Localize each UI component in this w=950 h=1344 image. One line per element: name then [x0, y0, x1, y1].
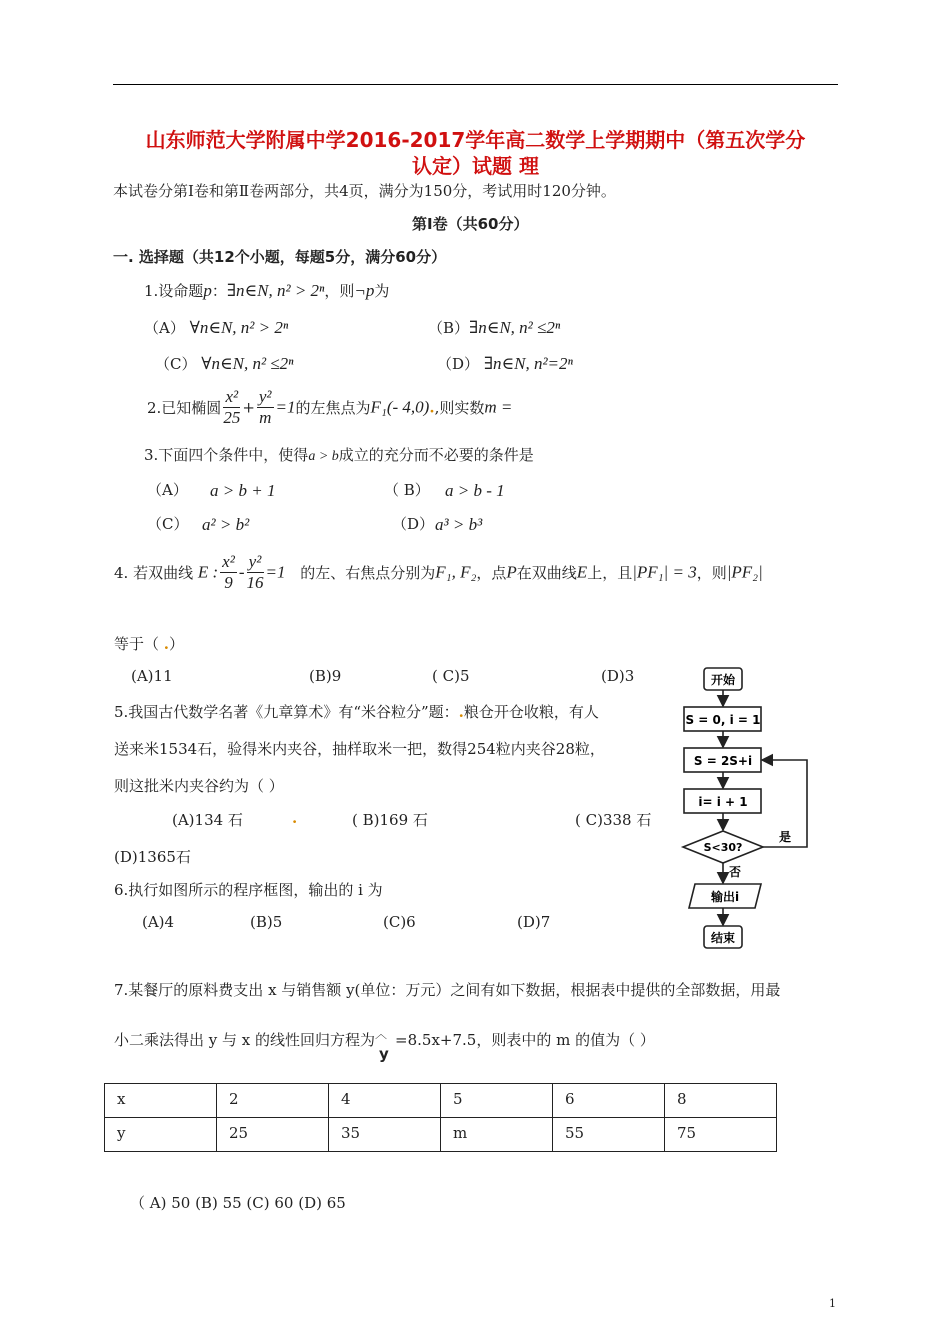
page-number: 1 — [829, 1297, 836, 1310]
question-3-option-d: （D） — [392, 515, 435, 533]
question-3-option-c: （C） — [147, 515, 189, 533]
table-row — [105, 1084, 777, 1118]
flow-end-text: 结束 — [710, 931, 736, 945]
question-1-option-d: （D） ∃n∈N, n²=2ⁿ — [437, 354, 573, 373]
question-6-option-b: (B)5 — [250, 913, 283, 931]
question-3-option-c-expr: a² > b² — [202, 515, 250, 534]
question-4-option-c: ( C)5 — [432, 667, 470, 685]
question-5-option-c: ( C)338 石 — [575, 811, 652, 829]
table-cell: 6 — [553, 1084, 665, 1118]
question-6-option-d: (D)7 — [517, 913, 551, 931]
flow-yes-label: 是 — [779, 830, 792, 844]
flow-init-text: S = 0, i = 1 — [685, 713, 761, 727]
regression-data-table — [104, 1083, 777, 1152]
table-cell: 2 — [217, 1084, 329, 1118]
question-6-option-a: (A)4 — [142, 913, 175, 931]
question-5-line2: 送来米1534石，验得米内夹谷，抽样取米一把，数得254粒内夹谷28粒， — [114, 740, 605, 758]
question-1-option-b: （B）∃n∈N, n² ≤2ⁿ — [428, 318, 561, 337]
question-1-stem: 1.设命题p：∃n∈N, n² > 2ⁿ，则¬p为 — [144, 281, 390, 300]
question-7-line2: 小二乘法得出 y 与 x 的线性回归方程为 ︿ y =8.5x+7.5，则表中的 m 的值为（ ） — [114, 1027, 655, 1063]
question-3-option-a-expr: a > b + 1 — [210, 481, 276, 500]
part-heading: 一. 选择题（共12个小题，每题5分，满分60分） — [113, 248, 447, 266]
question-4-option-d: (D)3 — [601, 667, 635, 685]
question-5-option-b: ( B)169 石 — [352, 811, 428, 829]
q2-fraction-y: $\frac{\text{y²}}{m}$ — [258, 387, 272, 427]
table-cell: x — [105, 1084, 217, 1118]
q4-fraction-y: $\frac{\text{y²}}{16}$ — [246, 552, 264, 592]
table-cell: y — [105, 1118, 217, 1152]
table-cell: 5 — [441, 1084, 553, 1118]
question-1-option-a: （A） ∀n∈N, n² > 2ⁿ — [144, 318, 289, 337]
flow-update-s-text: S = 2S+i — [693, 754, 753, 768]
table-cell: 4 — [329, 1084, 441, 1118]
table-cell: 35 — [329, 1118, 441, 1152]
question-5-line1: 5.我国古代数学名著《九章算术》有“米谷粒分”题：.粮仓开仓收粮，有人 — [114, 703, 599, 721]
question-3-option-b-expr: a > b - 1 — [445, 481, 505, 500]
table-cell: m — [441, 1118, 553, 1152]
question-5-dot: . — [292, 809, 298, 827]
q4-fraction-x: $\frac{\text{x²}}{9}$ — [222, 552, 235, 592]
question-4-option-b: (B)9 — [309, 667, 342, 685]
question-3-option-b: （ B） — [384, 481, 430, 499]
section-heading: 第Ⅰ卷（共60分） — [412, 215, 529, 233]
flow-output-text: 输出i — [710, 890, 740, 904]
question-4-equals: 等于（ .） — [114, 635, 185, 653]
table-cell: 75 — [665, 1118, 777, 1152]
question-4-option-a: (A)11 — [131, 667, 173, 685]
flow-condition-text: S<30? — [703, 841, 743, 854]
question-2: 2.已知椭圆 $\frac{\text{x²}}{25}$ + $\frac{\text{y²}}{m}$ =1的左焦点为F₁(- 4,0).,则实数m = — [147, 387, 513, 427]
program-flowchart — [675, 660, 825, 955]
flow-no-label: 否 — [729, 865, 742, 879]
exam-intro: 本试卷分第Ⅰ卷和第Ⅱ卷两部分，共4页，满分为150分，考试用时120分钟。 — [113, 182, 616, 200]
table-cell: 25 — [217, 1118, 329, 1152]
question-7-line1: 7.某餐厅的原料费支出 x 与销售额 y(单位：万元）之间有如下数据，根据表中提供的全部数据，用最 — [114, 981, 781, 999]
flow-start-text: 开始 — [710, 673, 736, 687]
header-rule — [113, 84, 838, 85]
question-1-option-c: （C） ∀n∈N, n² ≤2ⁿ — [155, 354, 294, 373]
question-7-options: （ A) 50 (B) 55 (C) 60 (D) 65 — [130, 1194, 346, 1212]
y-hat-symbol: y — [379, 1045, 389, 1063]
table-cell: 55 — [553, 1118, 665, 1152]
question-6-option-c: (C)6 — [383, 913, 416, 931]
document-title-line2: 认定）试题 理 — [412, 154, 539, 178]
question-4-stem: 4. 若双曲线 E : $\frac{\text{x²}}{9}$ - $\frac{\text{y²}}{16}$ =1 的左、右焦点分别为F₁, F₂，点P在双曲线E上，且|PF₁| = 3，则|PF₂| — [114, 552, 763, 592]
question-5-option-a: (A)134 石 — [172, 811, 243, 829]
flow-update-i-text: i= i + 1 — [698, 795, 748, 809]
question-6-stem: 6.执行如图所示的程序框图，输出的 i 为 — [114, 881, 383, 899]
question-3-stem: 3.下面四个条件中，使得a > b成立的充分而不必要的条件是 — [144, 446, 534, 464]
question-5-option-d: (D)1365石 — [114, 848, 191, 866]
document-title-line1: 山东师范大学附属中学2016-2017学年高二数学上学期期中（第五次学分 — [145, 128, 806, 152]
table-cell: 8 — [665, 1084, 777, 1118]
q2-fraction-x: $\frac{\text{x²}}{25}$ — [223, 387, 241, 427]
question-3-option-a: （A） — [147, 481, 188, 499]
table-row — [105, 1118, 777, 1152]
question-5-line3: 则这批米内夹谷约为（ ） — [114, 777, 284, 795]
question-3-option-d-expr: a³ > b³ — [435, 515, 483, 534]
